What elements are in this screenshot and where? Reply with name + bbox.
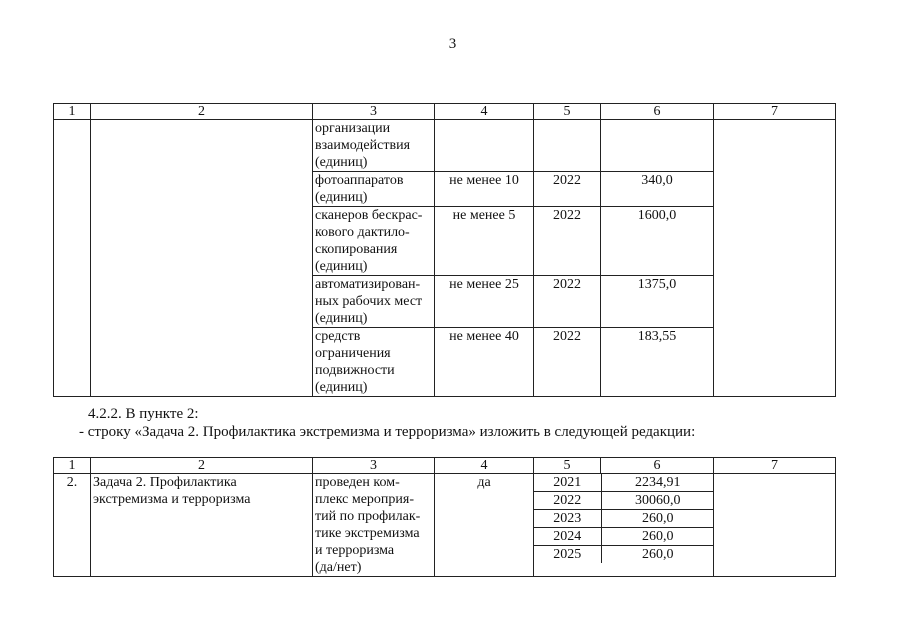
- paragraph-point: 4.2.2. В пункте 2:: [88, 406, 199, 422]
- year-cell: 2021: [534, 474, 601, 492]
- header-cell: 5: [534, 104, 601, 120]
- col7-cell: [714, 120, 836, 397]
- years-table: [534, 474, 714, 563]
- amount-cell: 30060,0: [601, 492, 714, 510]
- header-cell: 7: [714, 458, 836, 474]
- table-continuation: [53, 103, 836, 397]
- year-row: [534, 546, 714, 564]
- value-cell: не менее 10: [435, 172, 534, 207]
- amount-cell: [601, 120, 714, 172]
- header-cell: 3: [313, 104, 435, 120]
- year-cell: 2022: [534, 172, 601, 207]
- table-header-row: [54, 458, 836, 474]
- row-number: 2.: [54, 474, 91, 577]
- header-cell: 5: [534, 458, 601, 474]
- header-cell: 6: [601, 104, 714, 120]
- amount-cell: 1375,0: [601, 276, 714, 328]
- year-cell: [534, 120, 601, 172]
- col2-cell: [91, 120, 313, 397]
- table-header-row: [54, 104, 836, 120]
- indicator-cell: средств ограничения подвижности (единиц): [313, 328, 435, 397]
- amount-cell: 260,0: [601, 528, 714, 546]
- header-cell: 6: [601, 458, 714, 474]
- value-cell: не менее 40: [435, 328, 534, 397]
- year-cell: 2022: [534, 276, 601, 328]
- year-row: [534, 528, 714, 546]
- year-cell: 2024: [534, 528, 601, 546]
- value-cell: не менее 5: [435, 207, 534, 276]
- header-cell: 4: [435, 104, 534, 120]
- table-row: [54, 474, 836, 577]
- indicator-cell: фотоаппаратов (единиц): [313, 172, 435, 207]
- header-cell: 7: [714, 104, 836, 120]
- year-cell: 2022: [534, 492, 601, 510]
- year-row: [534, 492, 714, 510]
- amount-cell: 260,0: [601, 510, 714, 528]
- header-cell: 1: [54, 458, 91, 474]
- amount-cell: 2234,91: [601, 474, 714, 492]
- year-cell: 2022: [534, 207, 601, 276]
- years-amounts-cell: [534, 474, 714, 577]
- year-row: [534, 474, 714, 492]
- amount-cell: 340,0: [601, 172, 714, 207]
- header-cell: 2: [91, 104, 313, 120]
- header-cell: 4: [435, 458, 534, 474]
- indicator-cell: проведен ком- плекс мероприя- тий по профилак- тике экстремизма и терроризма (да/нет): [313, 474, 435, 577]
- value-cell: не менее 25: [435, 276, 534, 328]
- amount-cell: 183,55: [601, 328, 714, 397]
- table-row: [54, 120, 836, 172]
- year-cell: 2025: [534, 546, 601, 564]
- year-cell: 2022: [534, 328, 601, 397]
- year-cell: 2023: [534, 510, 601, 528]
- col1-cell: [54, 120, 91, 397]
- header-cell: 2: [91, 458, 313, 474]
- col7-cell: [714, 474, 836, 577]
- indicator-cell: организации взаимодействия (единиц): [313, 120, 435, 172]
- paragraph-instruction: - строку «Задача 2. Профилактика экстремизма и терроризма» изложить в следующей редакции:: [79, 424, 696, 440]
- amount-cell: 260,0: [642, 547, 674, 562]
- amount-cell: 1600,0: [601, 207, 714, 276]
- page-number: 3: [448, 36, 457, 52]
- header-cell: 1: [54, 104, 91, 120]
- task-name: Задача 2. Профилактика экстремизма и терроризма: [91, 474, 313, 577]
- header-cell: 3: [313, 458, 435, 474]
- value-cell: да: [435, 474, 534, 577]
- year-row: [534, 510, 714, 528]
- indicator-cell: сканеров бескрас- кового дактило- скопирования (единиц): [313, 207, 435, 276]
- value-cell: [435, 120, 534, 172]
- indicator-cell: автоматизирован- ных рабочих мест (единиц): [313, 276, 435, 328]
- table-task-2: [53, 457, 836, 577]
